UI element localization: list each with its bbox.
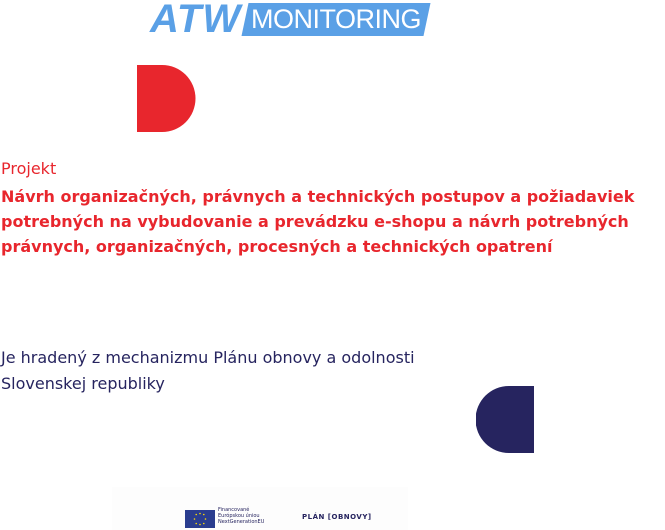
logo-monitoring-box xyxy=(242,3,431,36)
navy-d-shape-icon xyxy=(476,386,536,453)
eu-flag-icon xyxy=(185,510,215,528)
atw-monitoring-logo xyxy=(150,0,516,41)
logo-atw-text: ATW xyxy=(150,0,242,41)
eu-line2: Európskou úniou xyxy=(218,513,260,519)
logo-monitoring-text: MONITORING xyxy=(251,3,422,34)
eu-line3: NextGenerationEU xyxy=(218,519,265,525)
eu-funding-text xyxy=(218,507,264,525)
red-d-shape-icon xyxy=(136,65,196,132)
funding-statement: Je hradený z mechanizmu Plánu obnovy a odolnosti Slovenskej republiky xyxy=(1,348,415,393)
eu-line1: Financované xyxy=(218,507,250,513)
project-label: Projekt xyxy=(1,159,57,178)
plan-obnovy-logo: PLÁN [OBNOVY] xyxy=(302,513,372,521)
project-title: Návrh organizačných, právnych a technických postupov a požiadaviek potrebných na vybudovanie a prevádzku e-shopu a návrh potrebných právnych, organizačných, procesných a technických opatrení xyxy=(1,187,635,256)
